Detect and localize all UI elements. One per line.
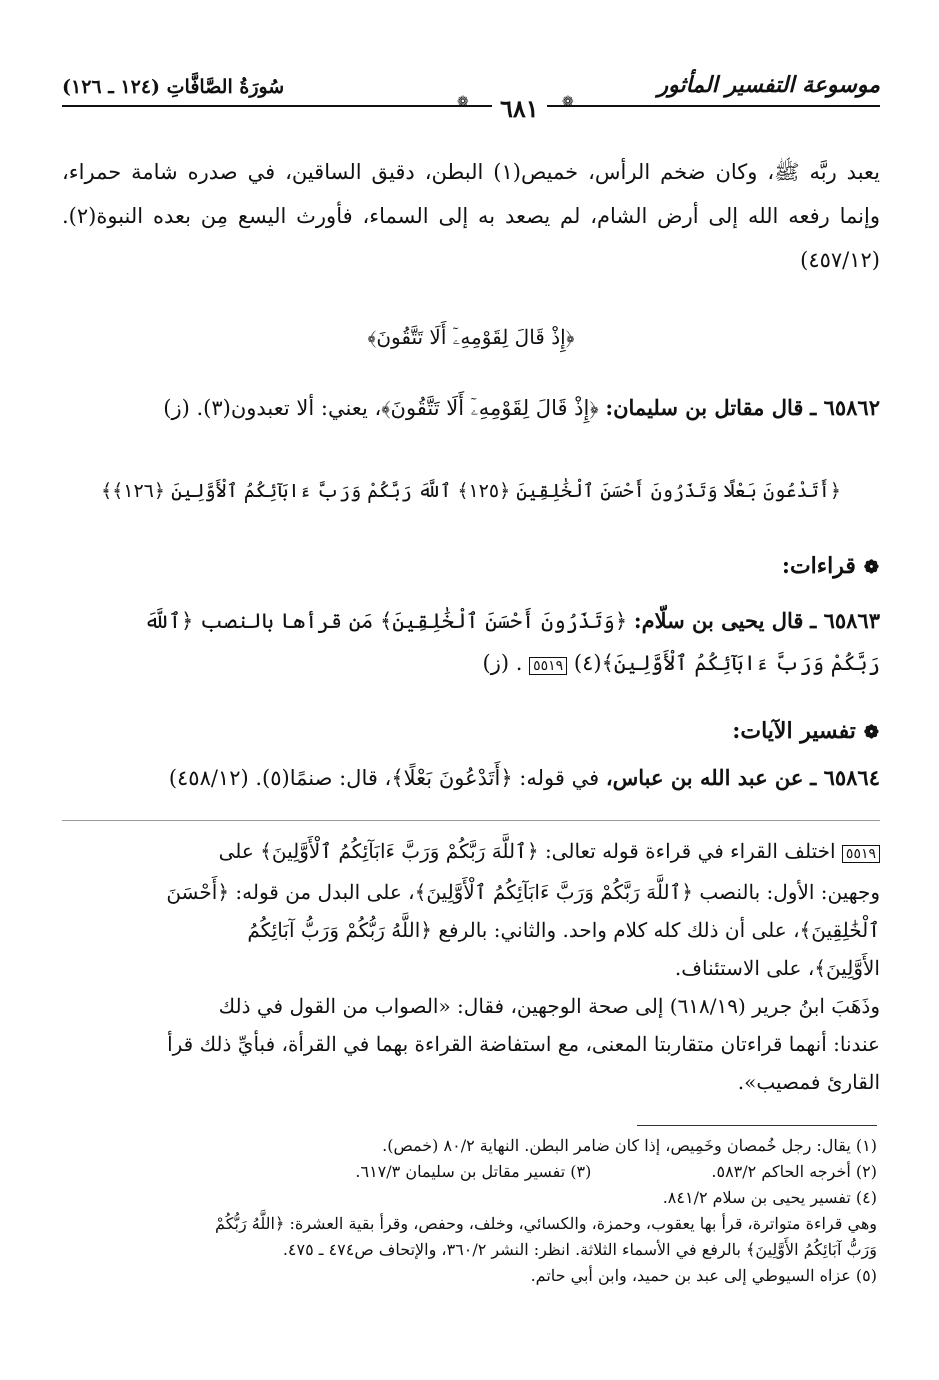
opening-paragraph: يعبد ربَّه ﷺ، وكان ضخم الرأس، خميص(١) البطن، دقيق الساقين، في صدره شامة حمراء، وإنما رفعه الله إلى أرض الشام، لم يصعد به إلى السماء، فأورث اليسع مِن بعده النبوة(٢). (٤٥٧/١٢): [62, 160, 881, 272]
footnote-1: (١) يقال: رجل خُمصان وخَمِيص، إذا كان ضامر البطن. النهاية ٨٠/٢ (خمص).: [382, 1136, 877, 1155]
header-rule: [62, 105, 880, 107]
ornament-icon: ❁: [562, 94, 574, 110]
entry-65862: [62, 390, 880, 426]
footnote-2: (٢) أخرجه الحاكم ٥٨٣/٢.: [711, 1162, 877, 1181]
surah-title: سُورَةُ الصَّافَّاتِ (١٢٤ ـ ١٢٦): [62, 76, 285, 98]
note-box: ٥٥١٩: [842, 845, 880, 863]
note-reference-box: ٥٥١٩: [529, 657, 567, 675]
entry-number: ٦٥٨٦٤ ـ: [810, 765, 880, 790]
page-number: ٦٨١: [492, 94, 547, 123]
footnote-2-3: [59, 1159, 877, 1185]
footnote-4-cont: وَرَبُّ آبَائِكُمُ الأَوَّلِينَ﴾ بالرفع في الأسماء الثلاثة. انظر: النشر ٣٦٠/٢، والإتحاف ص٤٧٤ ـ ٤٧٥.: [282, 1240, 877, 1259]
editor-note: ٥٥١٩ اختلف القراء في قراءة قوله تعالى: ﴿ٱللَّهَ رَبَّكُمْ وَرَبَّ ءَابَآئِكُمُ ٱلْأَوَّلِينَ﴾ على وجهين: الأول: بالنصب ﴿ٱللَّهَ رَبَّكُمْ وَرَبَّ ءَابَآئِكُمُ ٱلْأَوَّلِينَ﴾، على البدل من قوله: ﴿أَحْسَنَ ٱلْخَٰلِقِينَ﴾، على أن ذلك كله كلام واحد. والثاني: بالرفع ﴿اللَّهُ رَبُّكُمْ وَرَبُّ آبَائِكُمُ الأَوَّلِينَ﴾، على الاستئناف. وذَهَبَ ابنُ جرير (٦١٨/١٩) إلى صحة الوجهين، فقال: «الصواب من القول في ذلك عندنا: أنهما قراءتان متقاربتا المعنى، مع استفاضة القراءة بهما في القرأة، فبأيِّ ذلك قرأ القارئ فمصيب».: [166, 839, 880, 1094]
flower-icon: ❁: [863, 557, 879, 578]
entry-narrator: عن عبد الله بن عباس،: [605, 765, 804, 790]
quran-verse: ﴿إِذْ قَالَ لِقَوْمِهِۦٓ أَلَا تَتَّقُونَ﴾: [367, 325, 575, 349]
entry-narrator: قال يحيى بن سلّام:: [633, 608, 804, 633]
entry-65864: [62, 760, 880, 796]
footnote-4-cont: وهي قراءة متواترة، قرأ بها يعقوب، وحمزة، والكسائي، وخلف، وحفص، وقرأ بقية العشرة: ﴿اللَّهُ رَبُّكُمْ: [215, 1214, 877, 1233]
entry-text: ﴿وَتَذَرُونَ أَحْسَنَ ٱلْخَٰلِقِينَ﴾ مَن قرأها بالنصب ﴿ٱللَّهَ: [144, 609, 628, 633]
entry-narrator: قال مقاتل بن سليمان:: [605, 395, 804, 420]
footnote-5: (٥) عزاه السيوطي إلى عبد بن حميد، وابن أبي حاتم.: [530, 1266, 877, 1285]
section-heading-tafsir: ❁تفسير الآيات:: [732, 718, 879, 744]
entry-65863: [62, 600, 880, 687]
separator: [62, 820, 880, 821]
footnotes: [59, 1133, 877, 1289]
ornament-icon: ❁: [457, 94, 469, 110]
section-heading-readings: ❁قراءات:: [781, 553, 879, 579]
entry-text: ﴿إِذْ قَالَ لِقَوْمِهِۦٓ أَلَا تَتَّقُونَ﴾، يعني: ألا تعبدون(٣). (ز): [163, 396, 599, 420]
entry-text: في قوله: ﴿أَتَدْعُونَ بَعْلًا﴾، قال: صنمًا(٥). (٤٥٨/١٢): [168, 766, 600, 790]
entry-number: ٦٥٨٦٢ ـ: [810, 395, 880, 420]
footnote-rule: [637, 1125, 877, 1126]
book-title: موسوعة التفسير المأثور: [657, 72, 880, 98]
entry-text: . (ز): [482, 651, 523, 675]
flower-icon: ❁: [863, 722, 879, 743]
page-header: [62, 70, 880, 123]
footnote-3: (٣) تفسير مقاتل بن سليمان ٦١٧/٣.: [355, 1162, 592, 1181]
quran-verse: ﴿أَتَدْعُونَ بَعْلًا وَتَذَرُونَ أَحْسَنَ ٱلْخَٰلِقِينَ ﴿١٢٥﴾ ٱللَّهَ رَبَّكُمْ وَرَبَّ ءَابَآئِكُمُ ٱلْأَوَّلِينَ ﴿١٢٦﴾﴾: [101, 480, 841, 502]
entry-text: رَبَّكُمْ وَرَبَّ ءَابَآئِكُمُ ٱلْأَوَّلِينَ﴾(٤): [573, 651, 880, 675]
footnote-4: (٤) تفسير يحيى بن سلام ٨٤١/٢.: [662, 1188, 877, 1207]
entry-number: ٦٥٨٦٣ ـ: [810, 608, 880, 633]
